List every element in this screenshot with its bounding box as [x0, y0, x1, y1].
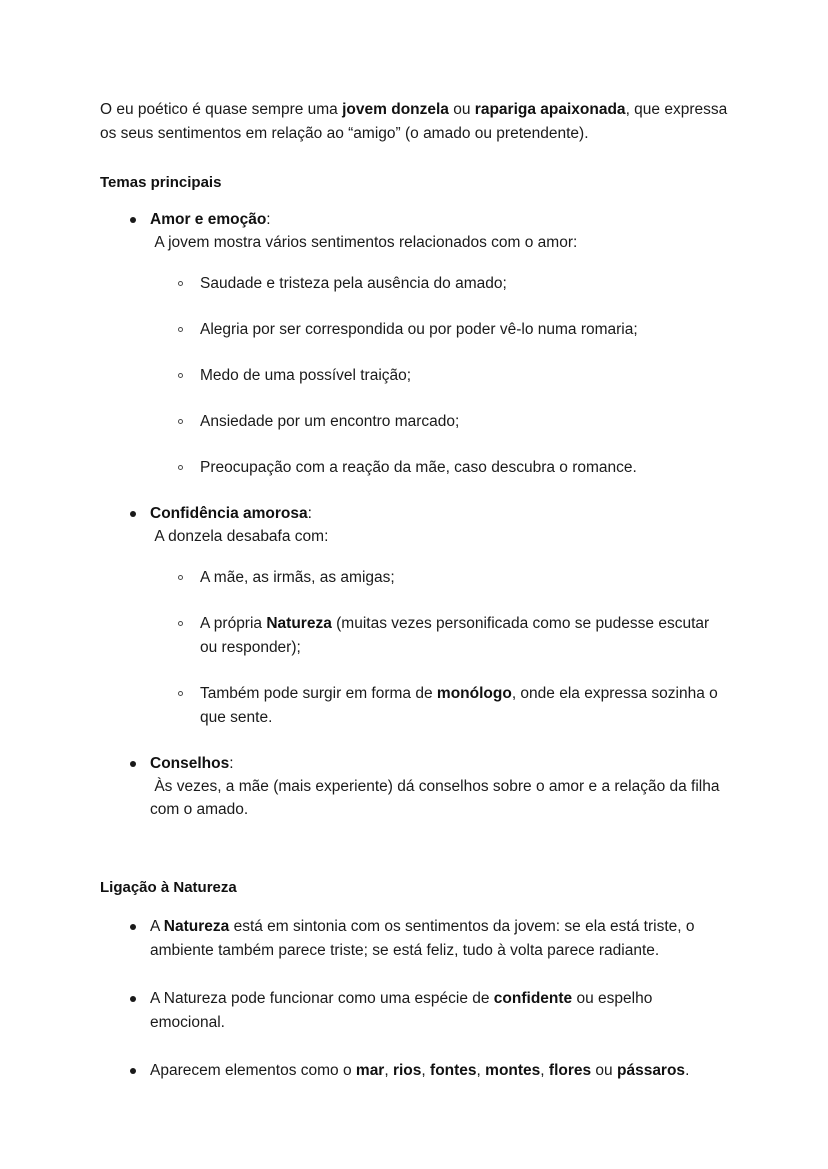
bullet-disc-icon — [130, 996, 136, 1002]
bullet-disc-icon — [130, 761, 136, 767]
list-item-confidencia-amorosa — [100, 502, 728, 730]
subitem-text-part1: A própria — [200, 615, 267, 632]
list-item — [100, 1059, 728, 1083]
list-item — [150, 682, 728, 730]
bullet-disc-icon — [130, 511, 136, 517]
subitem-bold-natureza: Natureza — [266, 615, 332, 632]
subitem-text: Medo de uma possível traição; — [200, 367, 412, 384]
intro-text-part1: O eu poético é quase sempre uma — [100, 101, 343, 118]
item-body-conselhos: Às vezes, a mãe (mais experiente) dá conselhos sobre o amor e a relação da filha com o amado. — [150, 778, 724, 818]
list-item — [150, 410, 728, 434]
bullet-circle-icon — [178, 281, 183, 286]
natureza-bold-natureza: Natureza — [163, 918, 230, 935]
subitem-text: Preocupação com a reação da mãe, caso descubra o romance. — [200, 459, 637, 476]
bullet-circle-icon — [178, 373, 183, 378]
bullet-circle-icon — [178, 465, 183, 470]
list-item — [150, 364, 728, 388]
amor-subitems-list — [150, 272, 728, 480]
subitem-bold-monologo: monólogo — [436, 685, 512, 702]
subitem-text: Ansiedade por um encontro marcado; — [200, 413, 460, 430]
subitem-text: Saudade e tristeza pela ausência do amado; — [200, 275, 507, 292]
list-item — [150, 566, 728, 590]
item-title-text: Amor e emoção — [150, 211, 267, 228]
natureza-bold-passaros: pássaros — [616, 1062, 686, 1079]
heading-temas-principais: Temas principais — [100, 174, 222, 191]
list-item-conselhos — [100, 752, 728, 821]
intro-text-part3: , que expressa os seus sentimentos em relação ao “amigo” (o amado ou pretendente). — [100, 101, 728, 142]
subitem-text-part2: , onde ela expressa sozinha o que sente. — [200, 685, 718, 726]
intro-bold-jovem-donzela: jovem donzela — [342, 101, 449, 118]
item-title-text: Confidência amorosa — [150, 505, 308, 522]
bullet-disc-icon — [130, 1068, 136, 1074]
bullet-circle-icon — [178, 327, 183, 332]
intro-bold-rapariga-apaixonada: rapariga apaixonada — [474, 101, 626, 118]
natureza-bold-montes: montes — [485, 1062, 541, 1079]
list-item — [100, 915, 728, 963]
natureza-bold-flores: flores — [548, 1062, 592, 1079]
subitem-text: A mãe, as irmãs, as amigas; — [200, 569, 395, 586]
natureza-text-part7: . — [685, 1062, 690, 1079]
list-item — [150, 318, 728, 342]
natureza-text-part5: , — [540, 1062, 549, 1079]
natureza-text-part2: ou espelho emocional. — [150, 990, 653, 1031]
list-item — [150, 272, 728, 296]
bullet-circle-icon — [178, 621, 183, 626]
intro-text-part2: ou — [448, 101, 475, 118]
natureza-list — [100, 915, 728, 1083]
natureza-bold-mar: mar — [355, 1062, 385, 1079]
subitem-text-part1: Também pode surgir em forma de — [200, 685, 437, 702]
list-item-amor-e-emocao — [100, 208, 728, 480]
item-title-colon: : — [229, 755, 234, 772]
item-title-amor-e-emocao — [150, 208, 728, 231]
temas-list — [100, 208, 728, 821]
subitem-text-part2: (muitas vezes personificada como se pudesse escutar ou responder); — [200, 615, 710, 656]
item-subtitle-confidencia-amorosa: A donzela desabafa com: — [150, 528, 329, 545]
item-subtitle-amor-e-emocao: A jovem mostra vários sentimentos relacionados com o amor: — [150, 234, 578, 251]
bullet-circle-icon — [178, 575, 183, 580]
list-item — [100, 987, 728, 1035]
natureza-bold-fontes: fontes — [430, 1062, 477, 1079]
item-title-colon: : — [266, 211, 271, 228]
natureza-bold-confidente: confidente — [493, 990, 573, 1007]
list-item — [150, 612, 728, 660]
natureza-text-part2: está em sintonia com os sentimentos da jovem: se ela está triste, o ambiente também parece triste; se está feliz, tudo à volta parece radiante. — [150, 918, 695, 959]
natureza-text-part1: A Natureza pode funcionar como uma espécie de — [150, 990, 494, 1007]
heading-ligacao-a-natureza: Ligação à Natureza — [100, 879, 237, 896]
list-item — [150, 456, 728, 480]
item-title-colon: : — [307, 505, 312, 522]
subitem-text: Alegria por ser correspondida ou por poder vê-lo numa romaria; — [200, 321, 638, 338]
natureza-text-part4: , — [476, 1062, 486, 1079]
item-title-conselhos — [150, 752, 728, 775]
intro-paragraph — [100, 98, 728, 146]
bullet-disc-icon — [130, 217, 136, 223]
natureza-text-part1: Aparecem elementos como o — [150, 1062, 356, 1079]
natureza-text-part3: , — [421, 1062, 431, 1079]
bullet-circle-icon — [178, 691, 183, 696]
item-title-text: Conselhos — [150, 755, 230, 772]
natureza-bold-rios: rios — [392, 1062, 422, 1079]
bullet-disc-icon — [130, 924, 136, 930]
document-body — [100, 98, 728, 1083]
natureza-text-part2: , — [384, 1062, 393, 1079]
natureza-text-part6: ou — [591, 1062, 617, 1079]
bullet-circle-icon — [178, 419, 183, 424]
confidencia-subitems-list — [150, 566, 728, 730]
natureza-text-part1: A — [150, 918, 164, 935]
item-title-confidencia-amorosa — [150, 502, 728, 525]
